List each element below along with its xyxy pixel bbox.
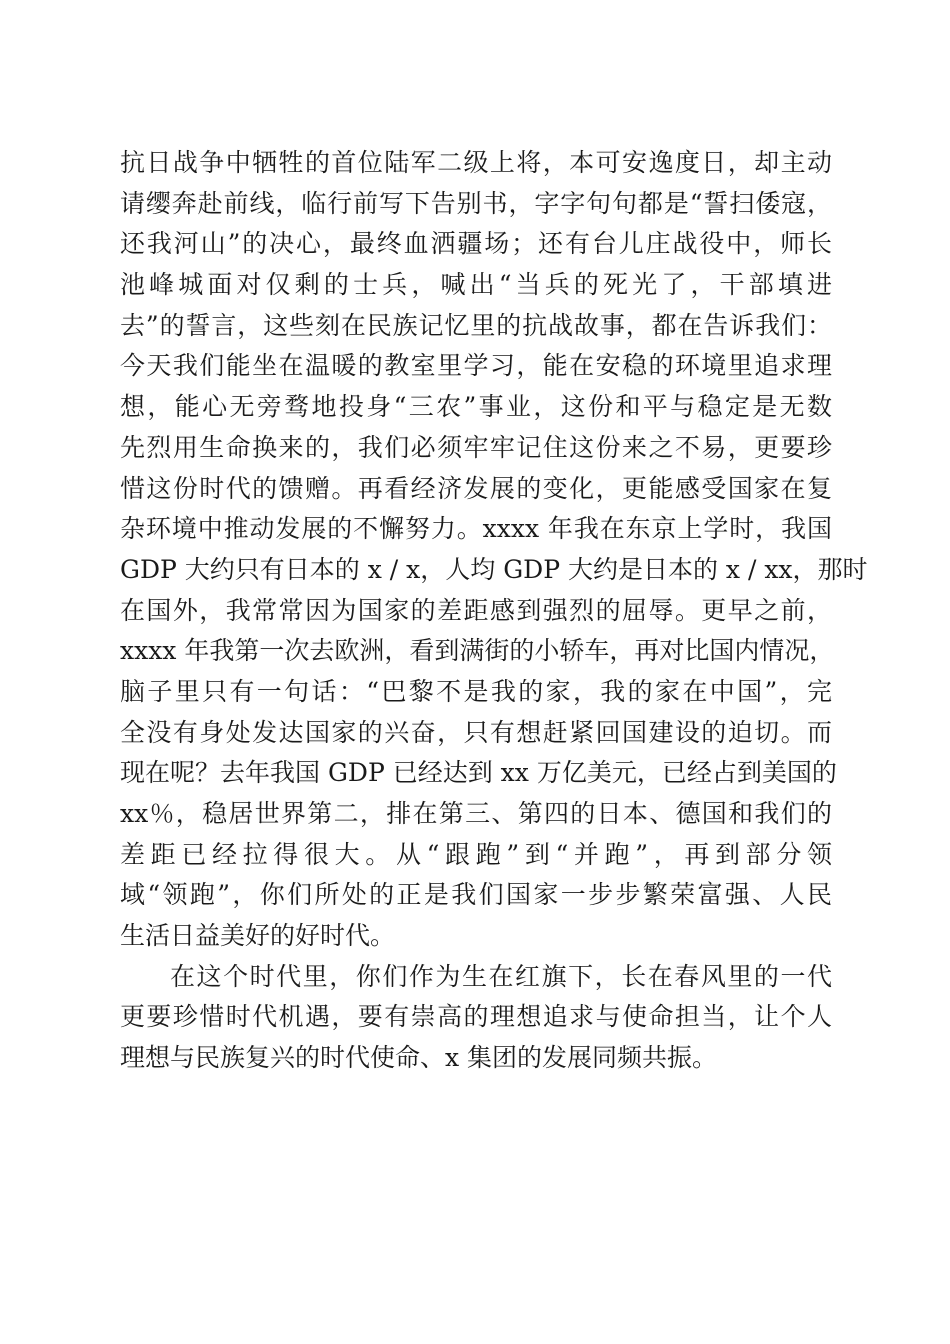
text-line: 在这个时代里，你们作为生在红旗下，长在春风里的一代 xyxy=(170,961,832,991)
text-line: 更要珍惜时代机遇，要有崇高的理想追求与使命担当，让个人 xyxy=(120,1002,832,1032)
text-line: GDP 大约只有日本的 x / x，人均 GDP 大约是日本的 x / xx，那时 xyxy=(120,554,868,584)
text-line: 抗日战争中牺牲的首位陆军二级上将，本可安逸度日，却主动 xyxy=(120,148,832,177)
text-line: 域“领跑”，你们所处的正是我们国家一步步繁荣富强、人民 xyxy=(120,880,832,910)
text-line: 差距已经拉得很大。从“跟跑”到“并跑”，再到部分领 xyxy=(120,839,832,869)
text-line: xxxx 年我第一次去欧洲，看到满街的小轿车，再对比国内情况， xyxy=(120,636,835,666)
text-line: 惜这份时代的馈赠。再看经济发展的变化，更能感受国家在复 xyxy=(120,473,832,503)
body-text xyxy=(120,143,868,1079)
text-line: 脑子里只有一句话：“巴黎不是我的家，我的家在中国”，完 xyxy=(120,676,832,706)
text-line: 现在呢？去年我国 GDP 已经达到 xx 万亿美元，已经占到美国的 xyxy=(120,758,837,788)
paragraph-2 xyxy=(120,957,832,1079)
text-line: 先烈用生命换来的，我们必须牢牢记住这份来之不易，更要珍 xyxy=(120,432,832,462)
text-line: 杂环境中推动发展的不懈努力。xxxx 年我在东京上学时，我国 xyxy=(120,514,832,544)
text-line: 请缨奔赴前线，临行前写下告别书，字字句句都是“誓扫倭寇， xyxy=(120,188,832,218)
text-line: 想，能心无旁骛地投身“三农”事业，这份和平与稳定是无数 xyxy=(120,392,832,422)
text-line: xx％，稳居世界第二，排在第三、第四的日本、德国和我们的 xyxy=(120,799,832,828)
text-line: 今天我们能坐在温暖的教室里学习，能在安稳的环境里追求理 xyxy=(120,351,832,381)
text-line: 在国外，我常常因为国家的差距感到强烈的屈辱。更早之前， xyxy=(120,595,832,625)
text-line: 去”的誓言，这些刻在民族记忆里的抗战故事，都在告诉我们： xyxy=(120,310,832,340)
text-line: 理想与民族复兴的时代使命、x 集团的发展同频共振。 xyxy=(120,1043,718,1073)
text-line: 全没有身处发达国家的兴奋，只有想赶紧回国建设的迫切。而 xyxy=(120,717,832,747)
text-line: 池峰城面对仅剩的士兵，喊出“当兵的死光了，干部填进 xyxy=(120,270,832,300)
text-line: 还我河山”的决心，最终血洒疆场；还有台儿庄战役中，师长 xyxy=(120,229,832,259)
paragraph-1 xyxy=(120,143,868,957)
text-line: 生活日益美好的好时代。 xyxy=(120,921,396,951)
